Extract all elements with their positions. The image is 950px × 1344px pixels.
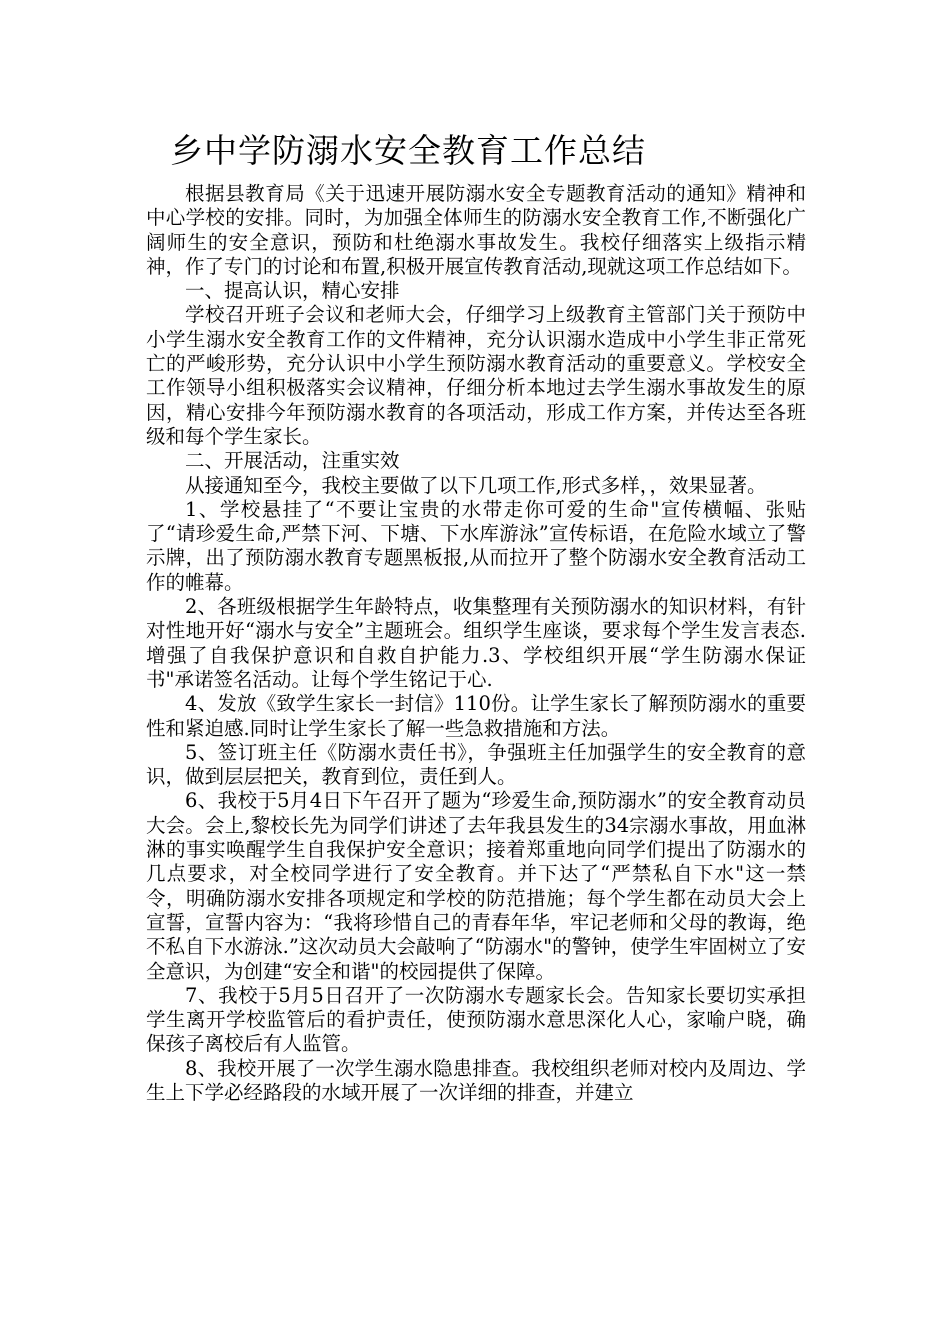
section-2-intro: 从接通知至今，我校主要做了以下几项工作,形式多样，，效果显著。	[185, 473, 767, 497]
list-item-2-3: 2、各班级根据学生年龄特点，收集整理有关预防溺水的知识材料，有针对性地开好“溺水与安全”主题班会。组织学生座谈，要求每个学生发言表态.增强了自我保护意识和自救自护能力.3、学校组织开展“学生防溺水保证书"承诺签名活动。让每个学生铭记于心.	[146, 595, 806, 691]
list-item-5: 5、签订班主任《防溺水责任书》，争强班主任加强学生的安全教育的意识，做到层层把关，教育到位，责任到人。	[146, 740, 806, 789]
document-body	[146, 182, 806, 1105]
list-item-8: 8、我校开展了一次学生溺水隐患排查。我校组织老师对校内及周边、学生上下学必经路段的水域开展了一次详细的排查，并建立	[146, 1056, 806, 1104]
list-item-4: 4、发放《致学生家长一封信》110份。让学生家长了解预防溺水的重要性和紧迫感.同时让学生家长了解一些急救措施和方法。	[146, 692, 806, 740]
section-heading-1: 一、提高认识，精心安排	[185, 279, 400, 303]
section-1-paragraph: 学校召开班子会议和老师大会，仔细学习上级教育主管部门关于预防中小学生溺水安全教育工作的文件精神，充分认识溺水造成中小学生非正常死亡的严峻形势，充分认识中小学生预防溺水教育活动的重要意义。学校安全工作领导小组积极落实会议精神，仔细分析本地过去学生溺水事故发生的原因，精心安排今年预防溺水教育的各项活动，形成工作方案，并传达至各班级和每个学生家长。	[146, 303, 806, 448]
document-page	[146, 128, 806, 1105]
list-item-7: 7、我校于5月5日召开了一次防溺水专题家长会。告知家长要切实承担学生离开学校监管后的看护责任，使预防溺水意思深化人心，家喻户晓，确保孩子离校后有人监管。	[146, 983, 806, 1056]
section-heading-2: 二、开展活动，注重实效	[185, 449, 400, 473]
intro-paragraph: 根据县教育局《关于迅速开展防溺水安全专题教育活动的通知》精神和中心学校的安排。同时，为加强全体师生的防溺水安全教育工作,不断强化广阔师生的安全意识，预防和杜绝溺水事故发生。我校仔细落实上级指示精神，作了专门的讨论和布置,积极开展宣传教育活动,现就这项工作总结如下。	[146, 182, 806, 278]
list-item-6: 6、我校于5月4日下午召开了题为“珍爱生命,预防溺水”的安全教育动员大会。会上,黎校长先为同学们讲述了去年我县发生的34宗溺水事故，用血淋淋的事实唤醒学生自我保护安全意识；接着郑重地向同学们提出了防溺水的几点要求，对全校同学进行了安全教育。并下达了“严禁私自下水"这一禁令，明确防溺水安排各项规定和学校的防范措施；每个学生都在动员大会上宣誓，宣誓内容为：“我将珍惜自己的青春年华，牢记老师和父母的教诲，绝不私自下水游泳.”这次动员大会敲响了“防溺水"的警钟，使学生牢固树立了安全意识，为创建“安全和谐"的校园提供了保障。	[146, 789, 806, 983]
list-item-1: 1、学校悬挂了“不要让宝贵的水带走你可爱的生命"宣传横幅、张贴了“请珍爱生命,严禁下河、下塘、下水库游泳”宣传标语，在危险水域立了警示牌，出了预防溺水教育专题黑板报,从而拉开了整个防溺水安全教育活动工作的帷幕。	[146, 497, 806, 594]
document-title: 乡中学防溺水安全教育工作总结	[170, 131, 646, 170]
